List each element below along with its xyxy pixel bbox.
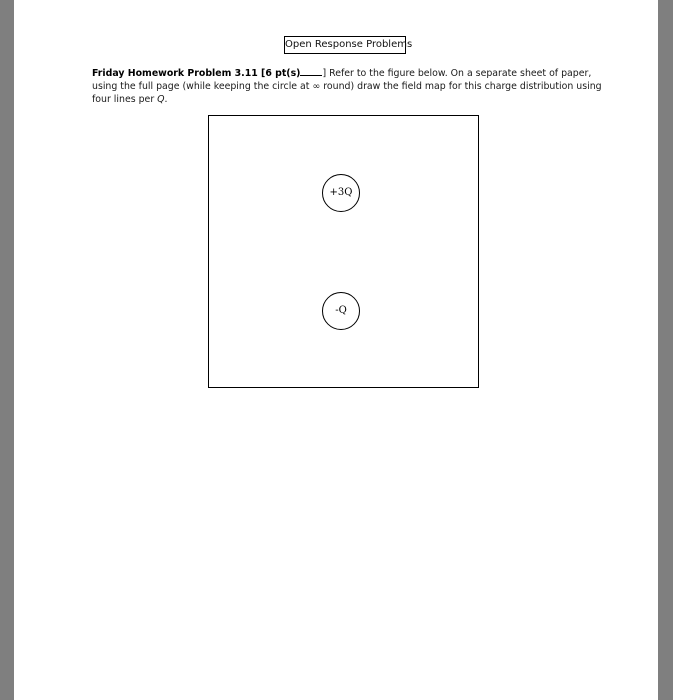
negative-charge-circle: -Q <box>322 292 360 330</box>
problem-text-part2: round) draw the field map for this charge distribution using four lines per <box>92 81 602 105</box>
variable-q: Q <box>157 94 165 105</box>
infinity-symbol: ∞ <box>312 81 321 92</box>
problem-text-end: . <box>164 94 168 105</box>
points-blank <box>300 66 322 76</box>
positive-charge-circle: +3Q <box>322 174 360 212</box>
section-title: Open Response Problems <box>284 36 406 54</box>
problem-heading: Friday Homework Problem 3.11 [6 pt(s) <box>92 68 301 79</box>
charge-figure <box>208 115 479 388</box>
document-page <box>14 0 658 700</box>
problem-text-part1: Refer to the figure below. On a separate sheet of paper, using the full page (while keeping the circle at <box>92 68 592 92</box>
problem-heading-close: ] <box>322 68 327 79</box>
problem-statement <box>92 66 612 106</box>
